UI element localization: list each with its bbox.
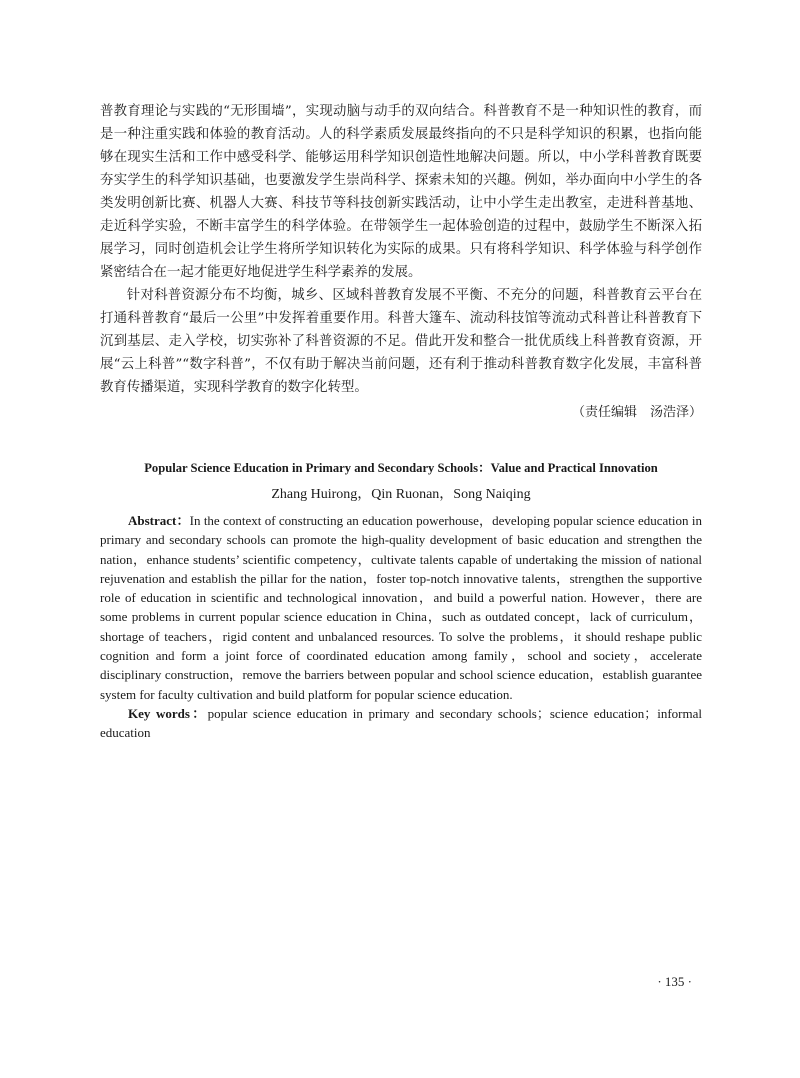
article-page (100, 100, 702, 743)
body-paragraph: 针对科普资源分布不均衡，城乡、区域科普教育发展不平衡、不充分的问题，科普教育云平台在打通科普教育“最后一公里”中发挥着重要作用。科普大篷车、流动科技馆等流动式科普让科普教育下沉到基层、走入学校，切实弥补了科普资源的不足。借此开发和整合一批优质线上科普教育资源，开展“云上科普”“数字科普”，不仅有助于解决当前问题，还有利于推动科普教育数字化发展，丰富科普教育传播渠道，实现科学教育的数字化转型。 (100, 288, 702, 395)
page-number: · 135 · (657, 974, 692, 989)
keywords-paragraph (100, 704, 702, 743)
keywords-label: Key words： (128, 705, 208, 721)
abstract-paragraph (100, 511, 702, 704)
body-paragraph: 普教育理论与实践的“无形围墙”，实现动脑与动手的双向结合。科普教育不是一种知识性的教育，而是一种注重实践和体验的教育活动。人的科学素质发展最终指向的不只是科学知识的积累，也指向能够在现实生活和工作中感受科学、能够运用科学知识创造性地解决问题。所以，中小学科普教育既要夯实学生的科学知识基础，也要激发学生崇尚科学、探索未知的兴趣。例如，举办面向中小学生的各类发明创新比赛、机器人大赛、科技节等科技创新实践活动，让中小学生走出教室，走进科普基地、走近科学实验，不断丰富学生的科学体验。在带领学生一起体验创造的过程中，鼓励学生不断深入拓展学习，同时创造机会让学生将所学知识转化为实际的成果。只有将科学知识、科学体验与科学创作紧密结合在一起才能更好地促进学生科学素养的发展。 (100, 104, 702, 280)
keywords-text: popular science education in primary and secondary schools；science education；informal education (100, 705, 702, 741)
editor-note: （责任编辑 汤浩泽） (571, 405, 702, 420)
abstract-label: Abstract： (128, 513, 190, 528)
abstract-text: In the context of constructing an education powerhouse，developing popular science education in primary and secondary schools can promote the high-quality development of basic education and strengthen the nation，enhance students’ scientific competency，cultivate talents capable of undertaking the mission of national rejuvenation and establish the pillar for the nation，foster top-notch innovative talents，strengthen the supportive role of education in scientific and technological innovation，and build a powerful nation. However，there are some problems in current popular science education in China，such as outdated concept，lack of curriculum，shortage of teachers，rigid content and unbalanced resources. To solve the problems，it should reshape public cognition and form a joint force of coordinated education among family，school and society，accelerate disciplinary construction，remove the barriers between popular and school science education，establish guarantee system for faculty cultivation and build platform for popular science education. (100, 513, 702, 702)
english-title: Popular Science Education in Primary and Secondary Schools：Value and Practical Innovation (144, 461, 658, 475)
english-authors: Zhang Huirong，Qin Ruonan，Song Naiqing (271, 487, 531, 502)
